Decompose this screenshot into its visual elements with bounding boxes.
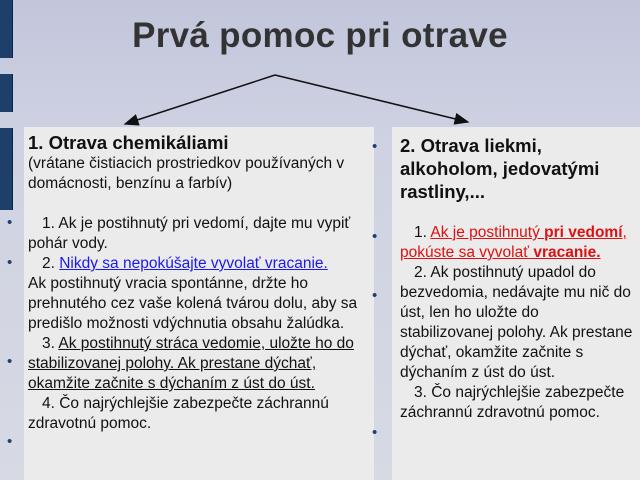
left-item-2-number: 2. (42, 255, 60, 272)
right-item-2-text: 2. Ak postihnutý upadol do bezvedomia, nedávajte mu nič do úst, len ho uložte do stabilizovanej polohy. Ak prestane dýchať, okamžite začnite s dýchaním z úst do úst. (400, 264, 633, 381)
bullet: • (7, 433, 13, 450)
left-item-4-text: 4. Čo najrýchlejšie zabezpečte záchrannú zdravotnú pomoc. (28, 395, 329, 432)
arrow-left (125, 75, 275, 124)
bullet: • (372, 424, 378, 441)
left-item-4 (28, 394, 374, 434)
left-subheading: (vrátane čistiacich prostriedkov používaných v domácnosti, benzínu a farbív) (28, 155, 345, 192)
no-vomit-link[interactable]: Nikdy sa nepokúšajte vyvolať vracanie. (59, 255, 328, 272)
bullet: • (372, 228, 378, 245)
right-item-1-text-a: Ak je postihnutý (430, 224, 545, 241)
slide-title: Prvá pomoc pri otrave (132, 16, 508, 55)
right-heading: 2. Otrava liekmi, alkoholom, jedovatými rastliny,... (400, 135, 600, 202)
right-item-1-number: 1. (414, 224, 431, 241)
left-heading: 1. Otrava chemikáliami (28, 132, 229, 153)
bullet: • (7, 353, 13, 370)
right-item-1-text-c: , pokúste sa vyvolať (400, 224, 627, 261)
right-item-3 (400, 383, 634, 423)
left-column (28, 131, 374, 434)
split-arrows (0, 0, 640, 140)
left-item-2-text: Ak postihnutý vracia spontánne, držte ho prehnutého cez vaše kolená tvárou dolu, aby sa predišlo možnosti vdýchnutia obsahu žalúdka. (28, 275, 358, 332)
right-item-3-text: 3. Čo najrýchlejšie zabezpečte záchrannú zdravotnú pomoc. (400, 384, 625, 421)
left-item-3 (28, 334, 374, 394)
arrow-right (275, 75, 468, 122)
bullet: • (372, 287, 378, 304)
left-item-1 (28, 214, 374, 254)
right-item-1-text-b: pri vedomí (544, 224, 623, 241)
right-item-1-text-d: vracanie. (533, 244, 601, 261)
bullet: • (372, 138, 378, 155)
left-item-3-number: 3. (42, 335, 59, 352)
right-column (400, 134, 634, 423)
left-item-2 (28, 254, 374, 334)
left-item-3-text: Ak postihnutý stráca vedomie, uložte ho do stabilizovanej polohy. Ak prestane dýchať, okamžite začnite s dýchaním z úst do úst. (28, 335, 354, 392)
right-item-2 (400, 263, 634, 383)
left-item-1-text: 1. Ak je postihnutý pri vedomí, dajte mu vypiť pohár vody. (28, 215, 351, 252)
bullet: • (7, 254, 13, 271)
bullet: • (7, 214, 13, 231)
right-item-1 (400, 223, 634, 263)
bullet: • (7, 135, 13, 152)
